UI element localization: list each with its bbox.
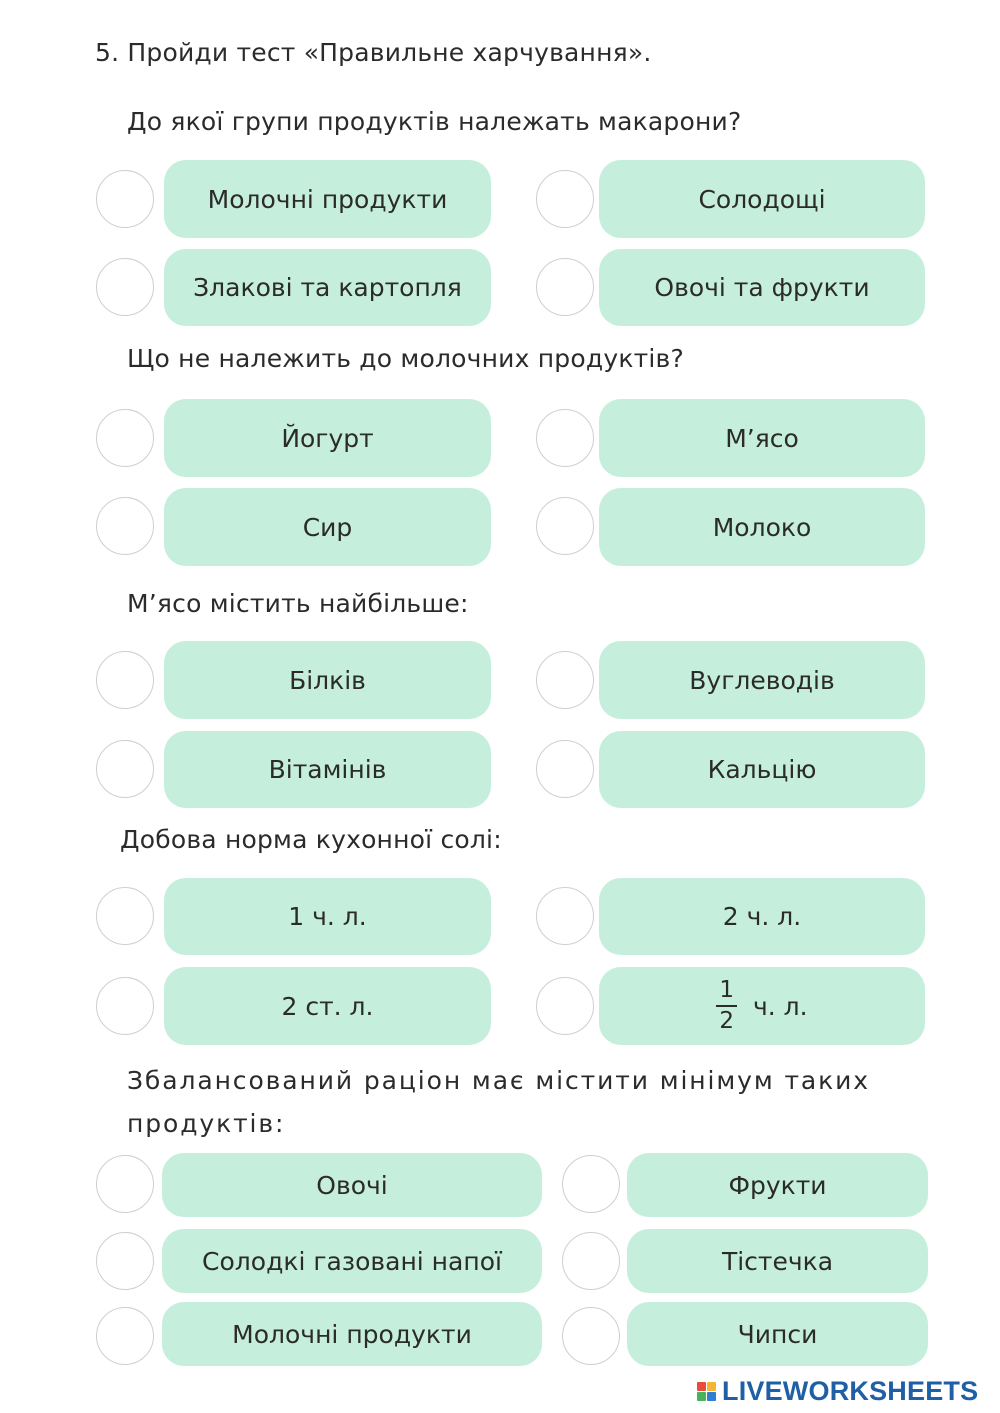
q2-option-3-radio[interactable]	[96, 497, 154, 555]
fraction-numerator: 1	[716, 979, 737, 1007]
question-4-text: Добова норма кухонної солі:	[120, 825, 502, 854]
q4-option-4-label: ч. л.	[753, 991, 808, 1021]
q2-option-4[interactable]: Молоко	[599, 488, 925, 566]
q5-option-6-radio[interactable]	[562, 1307, 620, 1365]
liveworksheets-logo-icon	[697, 1382, 716, 1401]
q5-option-1[interactable]: Овочі	[162, 1153, 542, 1217]
question-5-text: Збалансований раціон має містити мінімум таких продуктів:	[127, 1066, 870, 1138]
liveworksheets-logo	[697, 1376, 978, 1407]
q2-option-2[interactable]: М’ясо	[599, 399, 925, 477]
q4-option-1[interactable]: 1 ч. л.	[164, 878, 491, 955]
q5-option-3-radio[interactable]	[96, 1232, 154, 1290]
q1-option-4-radio[interactable]	[536, 258, 594, 316]
question-3-text: М’ясо містить найбільше:	[127, 589, 469, 618]
q2-option-2-radio[interactable]	[536, 409, 594, 467]
q1-option-3[interactable]: Злакові та картопля	[164, 249, 491, 326]
q1-option-2-radio[interactable]	[536, 170, 594, 228]
q1-option-1[interactable]: Молочні продукти	[164, 160, 491, 238]
q3-option-2-radio[interactable]	[536, 651, 594, 709]
question-2-text: Що не належить до молочних продуктів?	[127, 344, 684, 373]
q5-option-2-radio[interactable]	[562, 1155, 620, 1213]
q5-option-1-radio[interactable]	[96, 1155, 154, 1213]
q3-option-4-radio[interactable]	[536, 740, 594, 798]
q3-option-2[interactable]: Вуглеводів	[599, 641, 925, 719]
fraction-denominator: 2	[719, 1008, 735, 1034]
q4-option-4[interactable]	[599, 967, 925, 1045]
q1-option-4[interactable]: Овочі та фрукти	[599, 249, 925, 326]
q2-option-1[interactable]: Йогурт	[164, 399, 491, 477]
q4-option-3[interactable]: 2 ст. л.	[164, 967, 491, 1045]
q5-option-5-radio[interactable]	[96, 1307, 154, 1365]
q2-option-4-radio[interactable]	[536, 497, 594, 555]
q4-option-2-radio[interactable]	[536, 887, 594, 945]
q5-option-4[interactable]: Тістечка	[627, 1229, 928, 1293]
q2-option-1-radio[interactable]	[96, 409, 154, 467]
q3-option-1[interactable]: Білків	[164, 641, 491, 719]
q5-option-5[interactable]: Молочні продукти	[162, 1302, 542, 1366]
q5-option-4-radio[interactable]	[562, 1232, 620, 1290]
q1-option-1-radio[interactable]	[96, 170, 154, 228]
q1-option-2[interactable]: Солодощі	[599, 160, 925, 238]
q2-option-3[interactable]: Сир	[164, 488, 491, 566]
fraction-one-half	[716, 979, 737, 1033]
q4-option-2[interactable]: 2 ч. л.	[599, 878, 925, 955]
liveworksheets-brand: LIVEWORKSHEETS	[722, 1376, 979, 1406]
q4-option-4-radio[interactable]	[536, 977, 594, 1035]
q3-option-4[interactable]: Кальцію	[599, 731, 925, 808]
q1-option-3-radio[interactable]	[96, 258, 154, 316]
q4-option-1-radio[interactable]	[96, 887, 154, 945]
q5-option-6[interactable]: Чипси	[627, 1302, 928, 1366]
question-1-text: До якої групи продуктів належать макарони?	[127, 107, 742, 136]
q5-option-2[interactable]: Фрукти	[627, 1153, 928, 1217]
page-title: 5. Пройди тест «Правильне харчування».	[95, 38, 652, 67]
q3-option-1-radio[interactable]	[96, 651, 154, 709]
q3-option-3-radio[interactable]	[96, 740, 154, 798]
q4-option-3-radio[interactable]	[96, 977, 154, 1035]
q5-option-3[interactable]: Солодкі газовані напої	[162, 1229, 542, 1293]
q3-option-3[interactable]: Вітамінів	[164, 731, 491, 808]
